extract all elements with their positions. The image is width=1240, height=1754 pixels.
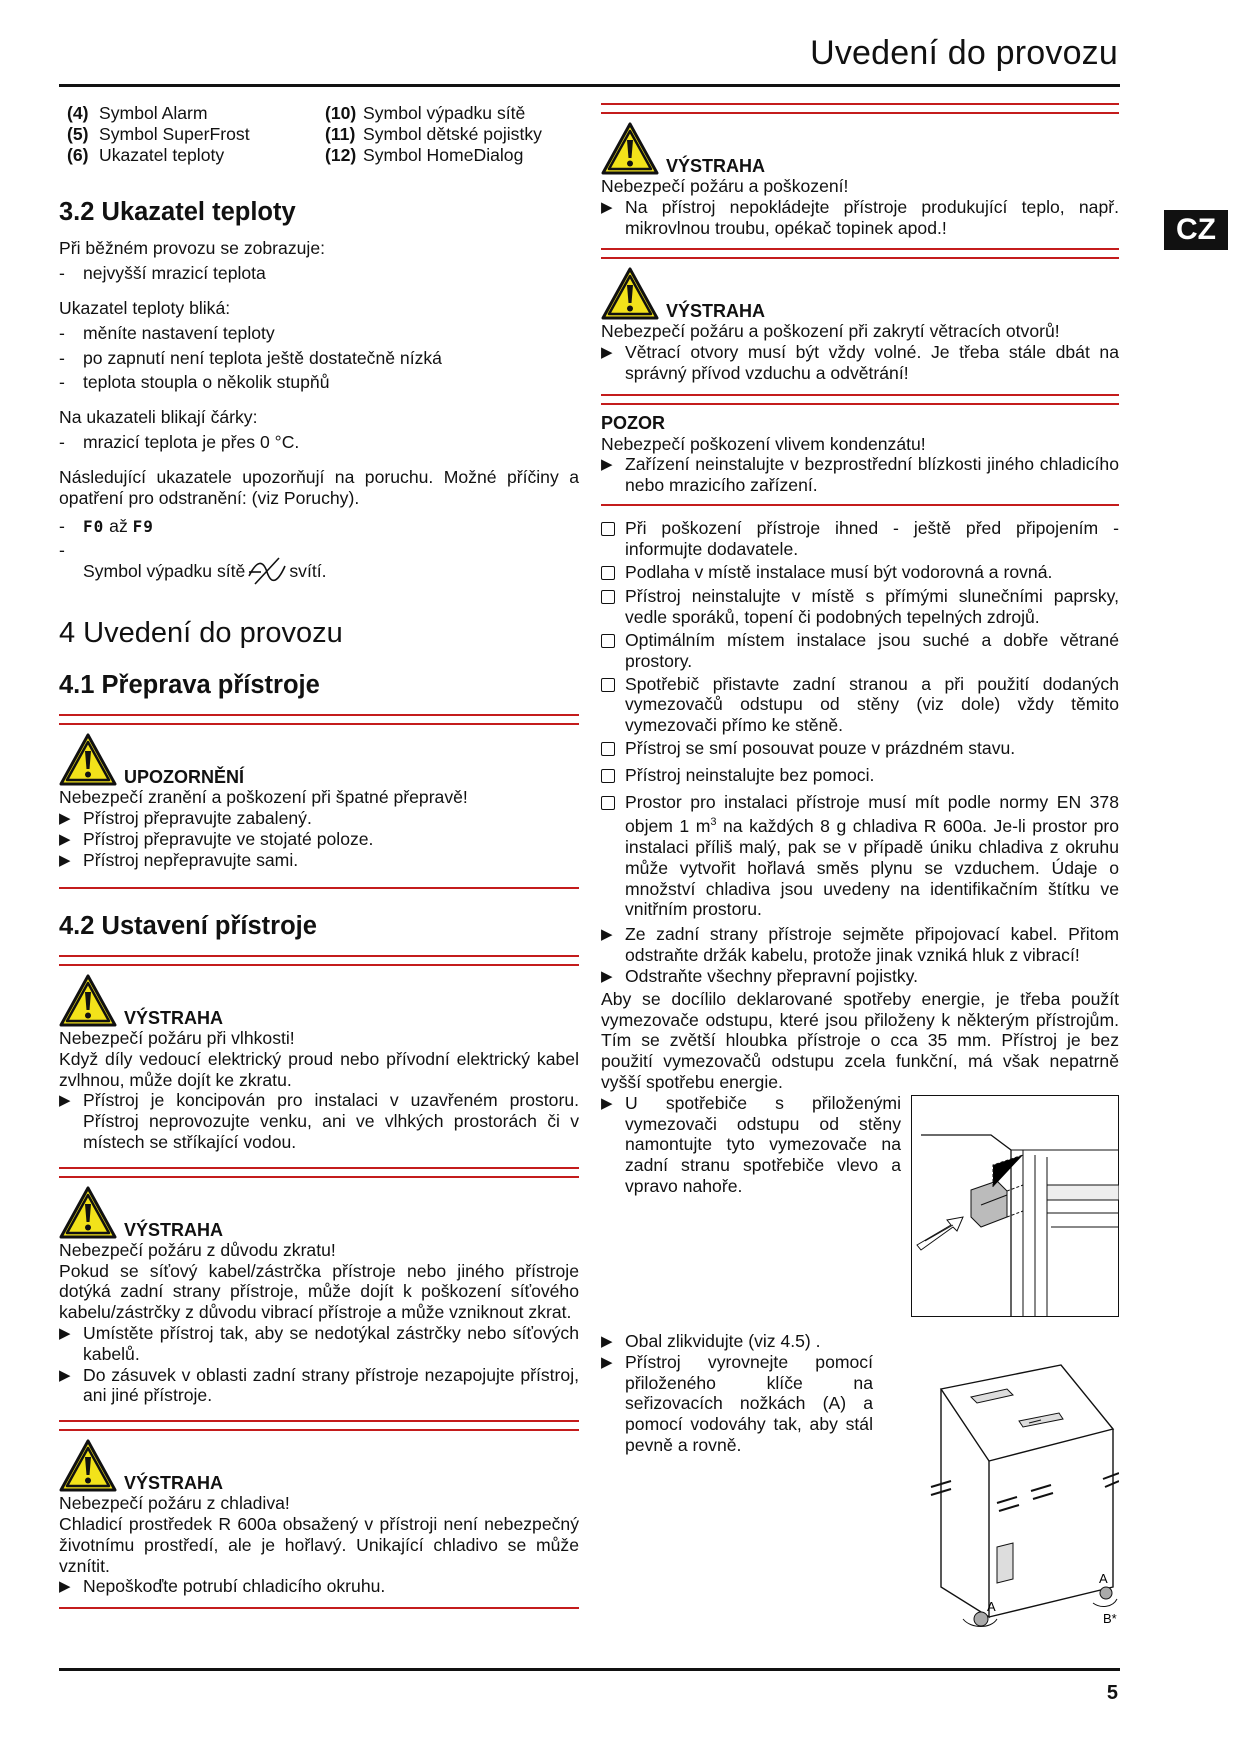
legend-num: (12): [325, 144, 357, 165]
instruction-item: ▶ Ze zadní strany přístroje sejměte připojovací kabel. Přitom odstraňte držák kabelu, protože jinak vzniká hluk z vibrací!: [601, 924, 1119, 965]
warning-text: Když díly vedoucí elektrický proud nebo přívodní elektrický kabel zvlhnou, může dojít ke zkratu.: [59, 1048, 579, 1090]
leveling-illustration: [901, 1357, 1119, 1629]
checklist: [601, 518, 1119, 920]
instruction-item: ▶ Přístroj přepravujte ve stojaté poloze.: [59, 828, 374, 849]
leveling-step: [601, 1330, 1119, 1626]
checklist-item: Přístroj neinstalujte bez pomoci.: [601, 765, 1119, 788]
power-failure-icon: [247, 556, 287, 586]
warning-title: VÝSTRAHA: [666, 156, 766, 176]
red-rule: [59, 955, 579, 966]
warning-text: Pokud se síťový kabel/zástrčka přístroje nebo jiného přístroje dotýká zadní strany přístroje, může dojít k poškození síťového kabelu/zástrčky z důvodu vibrací přístroje a může vzniknout zkrat.: [59, 1260, 579, 1323]
list-item: - měníte nastavení teploty: [59, 322, 275, 343]
symbol-legend: [67, 103, 579, 165]
warning-text: Chladicí prostředek R 600a obsažený v přístroji není nebezpečný životnímu prostředí, ale je hořlavý. Unikající chladivo se může vznítit.: [59, 1513, 579, 1576]
right-column: [601, 103, 1120, 1626]
warning-text: Nebezpečí zranění a poškození při špatné přepravě!: [59, 787, 468, 808]
red-rule: [601, 394, 1119, 405]
warning-title: UPOZORNĚNÍ: [124, 767, 245, 788]
instruction-item: ▶ Do zásuvek v oblasti zadní strany přístroje nezapojujte přístroj, ani jiné přístroje.: [59, 1364, 579, 1406]
red-rule: [59, 1420, 579, 1431]
list-item: - teplota stoupla o několik stupňů: [59, 372, 330, 393]
section-heading-4-1: 4.1 Přeprava přístroje: [59, 671, 320, 700]
red-rule: [59, 1167, 579, 1178]
warning-text: Nebezpečí požáru a poškození!: [601, 176, 849, 196]
legend-label: Symbol výpadku sítě: [363, 103, 526, 123]
left-column: [59, 103, 579, 1609]
paragraph: Na ukazateli blikají čárky:: [59, 407, 258, 428]
language-tab: CZ: [1164, 210, 1228, 250]
section-heading-4-2: 4.2 Ustavení přístroje: [59, 911, 317, 940]
paragraph: Následující ukazatele upozorňují na poruchu. Možné příčiny a opatření pro odstranění: (viz Poruchy).: [59, 466, 579, 508]
red-rule: [59, 1607, 579, 1609]
warning-block: [59, 1431, 579, 1609]
checklist-item: Prostor pro instalaci přístroje musí mít podle normy EN 378 objem 1 $m^3$ na každých 8 g chladiva R 600a. Je-li prostor pro instalaci příliš malý, pak se v případě úniku chladiva z okruhu může vytvořit hořlavá směs plynu se vzduchem. Údaje o množství chladiva jsou uvedeny na identifikačním štítku ve vnitřním prostoru.: [601, 792, 1119, 921]
list-item: - Symbol výpadku sítě svítí.: [59, 540, 579, 586]
checklist-item: Optimálním místem instalace jsou suché a dobře větrané prostory.: [601, 630, 1119, 672]
legend-num: (5): [67, 123, 89, 144]
list-item: - nejvyšší mrazicí teplota: [59, 263, 266, 284]
list-item: - po zapnutí není teplota ještě dostatečně nízká: [59, 347, 442, 368]
steps: [601, 924, 1119, 987]
warning-icon: [59, 1439, 117, 1493]
paragraph: Aby se docílilo deklarované spotřeby energie, je třeba použít vymezovače odstupu, které jsou přiloženy k některým přístrojům. Tím se zvětší hloubka přístroje o cca 35 mm. Přístroj je bez použití vymezovačů odstupu zcela funkční, má však nepatrně vyšší spotřebu energie.: [601, 988, 1119, 1092]
instruction-item: ▶ Přístroj je koncipován pro instalaci v uzavřeném prostoru. Přístroj neprovozujte venku, ani ve vlhkých prostorách či v místech se stříkající vodou.: [59, 1090, 579, 1152]
legend-label: Symbol dětské pojistky: [363, 123, 542, 144]
paragraph: Ukazatel teploty bliká:: [59, 297, 231, 318]
warning-block: [59, 714, 579, 889]
caution-title: POZOR: [601, 412, 666, 433]
instruction-item: ▶ Umístěte přístroj tak, aby se nedotýkal zástrčky nebo síťových kabelů.: [59, 1322, 579, 1364]
warning-text: Nebezpečí požáru z chladiva!: [59, 1493, 290, 1514]
caution-block: [601, 413, 1119, 506]
instruction-item: ▶ Nepoškoďte potrubí chladicího okruhu.: [59, 1576, 386, 1597]
instruction-item: ▶ Obal zlikvidujte (viz 4.5) .: [601, 1330, 821, 1351]
footer-rule: [59, 1668, 1120, 1671]
warning-text: Nebezpečí požáru při vlhkosti!: [59, 1027, 295, 1048]
warning-block: [59, 1178, 579, 1431]
legend-num: (10): [325, 103, 357, 123]
list-item: - mrazicí teplota je přes 0 °C.: [59, 431, 300, 452]
checklist-item: Přístroj se smí posouvat pouze v prázdném stavu.: [601, 738, 1119, 761]
warning-title: VÝSTRAHA: [124, 1007, 224, 1028]
display-code: F0: [83, 517, 105, 537]
legend-label: Symbol Alarm: [99, 103, 208, 123]
warning-block: [59, 955, 579, 1178]
instruction-item: ▶ Přístroj nepřepravujte sami.: [59, 849, 299, 870]
legend-num: (4): [67, 103, 89, 123]
red-rule: [59, 887, 579, 889]
figure-label-b: B*: [1103, 1610, 1117, 1626]
checklist-item: Při poškození přístroje ihned - ještě před připojením - informujte dodavatele.: [601, 518, 1119, 560]
warning-block: [601, 103, 1119, 259]
header-rule: [59, 84, 1120, 87]
chapter-heading-4: 4 Uvedení do provozu: [59, 617, 343, 650]
warning-icon: [601, 122, 659, 176]
checklist-item: Přístroj neinstalujte v místě s přímými slunečními paprsky, vedle sporáků, topení či podobných tepelných zdrojů.: [601, 586, 1119, 628]
warning-text: Nebezpečí požáru z důvodu zkratu!: [59, 1239, 336, 1260]
figure-label-a: A: [1099, 1570, 1108, 1586]
checklist-item: Spotřebič přistavte zadní stranou a při použití dodaných vymezovačů odstupu od stěny (viz dole) vždy těmito vymezovači přímo ke stěně.: [601, 674, 1119, 736]
legend-num: (11): [325, 123, 356, 144]
legend-label: Ukazatel teploty: [99, 144, 225, 165]
list-item: - F0 až F9: [59, 516, 154, 537]
red-rule: [601, 248, 1119, 259]
warning-title: VÝSTRAHA: [124, 1219, 224, 1240]
instruction-item: ▶ Zařízení neinstalujte v bezprostřední blízkosti jiného chladicího nebo mrazicího zařízení.: [601, 454, 1119, 496]
figure-label-a: A: [987, 1598, 996, 1614]
instruction-item: ▶ Větrací otvory musí být vždy volné. Je třeba stále dbát na správný přívod vzduchu a odvětrání!: [601, 342, 1119, 383]
legend-label: Symbol HomeDialog: [363, 144, 524, 165]
section-heading-3-2: 3.2 Ukazatel teploty: [59, 198, 296, 227]
instruction-item: ▶ U spotřebiče s přiloženými vymezovači odstupu od stěny namontujte tyto vymezovače na zadní stranu spotřebiče vlevo a vpravo nahoře.: [601, 1092, 901, 1196]
page-title: Uvedení do provozu: [810, 34, 1118, 72]
warning-title: VÝSTRAHA: [124, 1473, 224, 1494]
warning-icon: [601, 267, 659, 321]
warning-icon: [59, 1186, 117, 1240]
caution-text: Nebezpečí poškození vlivem kondenzátu!: [601, 433, 926, 454]
spacer-illustration: [911, 1095, 1119, 1317]
checklist-item: Podlaha v místě instalace musí být vodorovná a rovná.: [601, 562, 1119, 585]
warning-text: Nebezpečí požáru a poškození při zakrytí větracích otvorů!: [601, 321, 1060, 342]
warning-icon: [59, 974, 117, 1028]
instruction-item: ▶ Přístroj přepravujte zabalený.: [59, 807, 312, 828]
warning-icon: [59, 733, 117, 787]
display-code: F9: [132, 517, 154, 537]
red-rule: [59, 714, 579, 725]
spacer-step: [601, 1093, 1119, 1323]
legend-label: Symbol SuperFrost: [99, 123, 250, 144]
warning-title: VÝSTRAHA: [666, 301, 766, 322]
red-rule: [601, 504, 1119, 506]
red-rule: [601, 103, 1119, 114]
instruction-item: ▶ Na přístroj nepokládejte přístroje produkující teplo, např. mikrovlnou troubu, opékač topinek apod.!: [601, 196, 1119, 238]
paragraph: Při běžném provozu se zobrazuje:: [59, 238, 325, 259]
instruction-item: ▶ Odstraňte všechny přepravní pojistky.: [601, 965, 919, 986]
instruction-item: ▶ Přístroj vyrovnejte pomocí přiloženého klíče na seřizovacích nožkách (A) a pomocí vodováhy tak, aby stál pevně a rovně.: [601, 1351, 873, 1455]
legend-num: (6): [67, 144, 89, 165]
warning-block: [601, 259, 1119, 404]
page-number: 5: [1106, 1682, 1118, 1704]
